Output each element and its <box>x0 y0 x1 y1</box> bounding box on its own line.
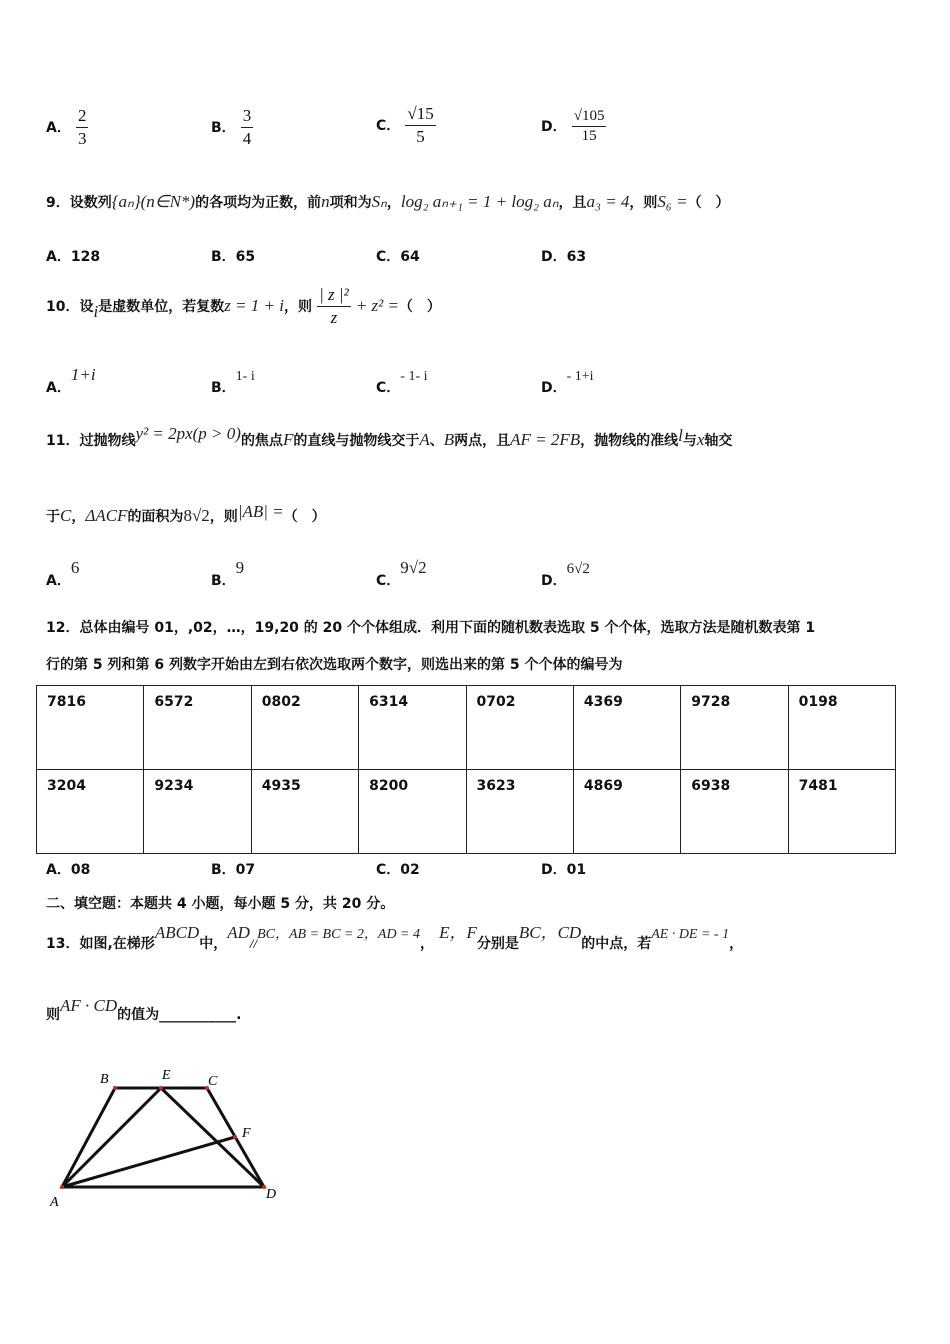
q9-option-b: B．65 <box>211 249 256 265</box>
fraction: $\frac{2}{3}$ <box>77 106 87 148</box>
table-cell: 4935 <box>251 770 358 854</box>
table-cell: 7481 <box>788 770 895 854</box>
table-cell: 6572 <box>144 686 251 770</box>
q12-option-a: A．08 <box>46 862 91 878</box>
q11-option-a: A．6 <box>46 558 80 589</box>
label-d: D <box>266 1187 277 1202</box>
label-f: F <box>242 1126 251 1141</box>
fraction: $\frac{√105}{15}$ <box>573 108 605 144</box>
q12-option-b: B．07 <box>211 862 256 878</box>
table-row <box>37 770 896 854</box>
point-a <box>60 1185 64 1189</box>
table-cell: 9234 <box>144 770 251 854</box>
q10-option-a: A．1+i <box>46 365 96 396</box>
q10-option-c: C．- 1- i <box>376 369 428 396</box>
table-cell: 6938 <box>681 770 788 854</box>
table-cell: 8200 <box>359 770 466 854</box>
point-b <box>113 1086 117 1090</box>
point-e <box>159 1086 163 1090</box>
fraction: $\frac{3}{4}$ <box>242 106 252 148</box>
table-row <box>37 686 896 770</box>
q9-option-d: D．63 <box>541 249 587 265</box>
table-cell: 6314 <box>359 686 466 770</box>
question-11-line-2: 于C，ΔACF的面积为8√2，则|AB| =（ ） <box>46 502 326 525</box>
label-e: E <box>162 1068 171 1083</box>
question-13-line-2: 则AF · CD的值为___________. <box>46 996 242 1023</box>
question-9: 9．设数列{aₙ}(n∈N*)的各项均为正数，前n项和为Sₙ，log₂ aₙ₊₁ = 1 + log₂ aₙ，且a₃ = 4，则S₆ =（ ） <box>46 192 730 211</box>
table-cell: 4369 <box>573 686 680 770</box>
label-c: C <box>208 1074 218 1089</box>
label-a: A <box>50 1195 59 1210</box>
q8-option-a: A． $\frac{2}{3}$ <box>46 106 87 148</box>
figure-points <box>60 1086 266 1189</box>
fraction: $\frac{\text{| z |²}}{z}$ <box>319 285 349 327</box>
q11-option-d: D．6√2 <box>541 561 590 589</box>
table-cell: 7816 <box>37 686 144 770</box>
table-cell: 0198 <box>788 686 895 770</box>
table-cell: 0802 <box>251 686 358 770</box>
section-heading: 二、填空题：本题共 4 小题，每小题 5 分，共 20 分。 <box>46 896 395 912</box>
q10-option-b: B．1- i <box>211 369 255 396</box>
trapezoid-figure <box>40 1060 300 1220</box>
q10-option-d: D．- 1+i <box>541 369 594 396</box>
q8-option-b: B． $\frac{3}{4}$ <box>211 106 252 148</box>
question-12-line-2: 行的第 5 列和第 6 列数字开始由左到右依次选取两个数字，则选出来的第 5 个个体的编号为 <box>46 657 623 673</box>
question-13-line-1: 13．如图,在梯形ABCD中，$AD_{//}BC$，AB = BC = 2，AD = 4， E，F分别是BC，CD的中点，若AE · DE = - 1， <box>46 923 744 952</box>
q11-option-c: C．9√2 <box>376 558 427 589</box>
table-cell: 0702 <box>466 686 573 770</box>
q12-option-d: D．01 <box>541 862 587 878</box>
table-cell: 3623 <box>466 770 573 854</box>
q12-option-c: C．02 <box>376 862 420 878</box>
random-number-table <box>36 685 896 854</box>
table-cell: 9728 <box>681 686 788 770</box>
q9-option-a: A．128 <box>46 249 101 265</box>
point-f <box>233 1135 237 1139</box>
question-11-line-1: 11．过抛物线y² = 2px(p > 0)的焦点F的直线与抛物线交于A、B两点，且AF = 2FB，抛物线的准线l与x轴交 <box>46 424 733 449</box>
question-12-line-1: 12．总体由编号 01，,02，…，19,20 的 20 个个体组成．利用下面的随机数表选取 5 个个体，选取方法是随机数表第 1 <box>46 620 816 636</box>
table-cell: 3204 <box>37 770 144 854</box>
q8-option-d: D． $\frac{√105}{15}$ <box>541 108 605 144</box>
q9-option-c: C．64 <box>376 249 420 265</box>
q8-option-c: C． $\frac{√15}{5}$ <box>376 104 434 146</box>
fraction: $\frac{√15}{5}$ <box>407 104 434 146</box>
question-10: 10．设i是虚数单位，若复数z = 1 + i，则 $\frac{\text{| z |²}}{z}$ + z² =（ ） <box>46 285 441 327</box>
q11-option-b: B．9 <box>211 558 245 589</box>
table-cell: 4869 <box>573 770 680 854</box>
label-b: B <box>100 1072 109 1087</box>
